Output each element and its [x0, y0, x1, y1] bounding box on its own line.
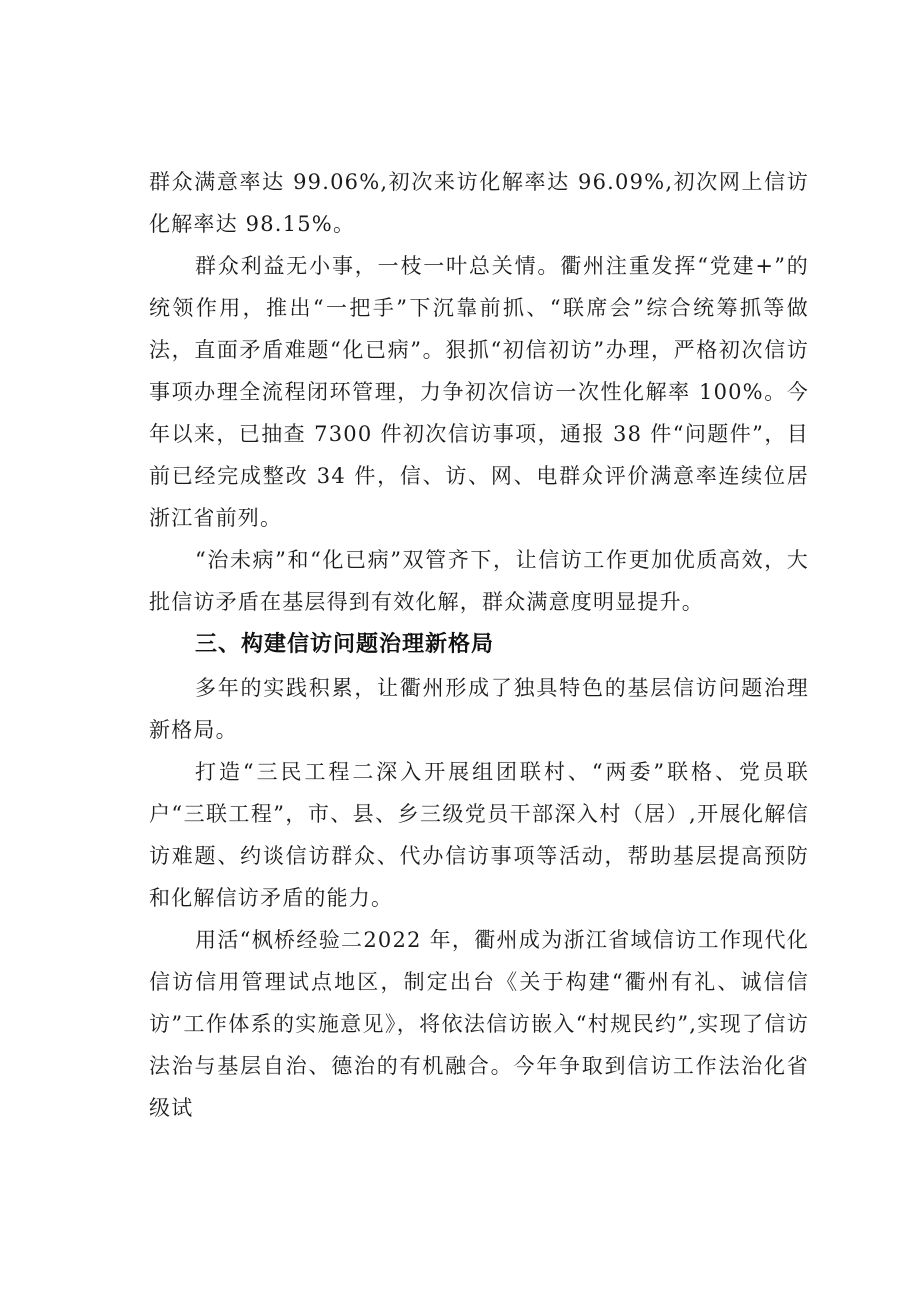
section-heading: 三、构建信访问题治理新格局 [195, 632, 495, 657]
paragraph-fengqiao-experience: 用活“枫桥经验二2022 年，衢州成为浙江省域信访工作现代化信访信用管理试点地区，制定出台《关于构建“衢州有礼、诚信信访”工作体系的实施意见》，将依法信访嵌入“村规民约”,实现了信访法治与基层自治、德治的有机融合。今年争取到信访工作法治化省级试 [149, 928, 809, 1120]
document-body [149, 161, 809, 1129]
paragraph-party-building: 群众利益无小事，一枝一叶总关情。衢州注重发挥“党建+”的统领作用，推出“一把手”下沉靠前抓、“联席会”综合统筹抓等做法，直面矛盾难题“化已病”。狠抓“初信初访”办理，严格初次信访事项办理全流程闭环管理，力争初次信访一次性化解率 100%。今年以来，已抽查 7300 件初次信访事项，通报 38 件“问题件”，目前已经完成整改 34 件，信、访、网、电群众评价满意率连续位居浙江省前列。 [149, 254, 809, 530]
paragraph-dual-approach: “治未病”和“化已病”双管齐下，让信访工作更加优质高效，大批信访矛盾在基层得到有效化解，群众满意度明显提升。 [149, 548, 809, 614]
paragraph-new-pattern: 多年的实践积累，让衢州形成了独具特色的基层信访问题治理新格局。 [149, 676, 809, 742]
paragraph-three-people-project: 打造“三民工程二深入开展组团联村、“两委”联格、党员联户“三联工程”，市、县、乡三级党员干部深入村（居）,开展化解信访难题、约谈信访群众、代办信访事项等活动，帮助基层提高预防和化解信访矛盾的能力。 [149, 760, 809, 910]
paragraph-satisfaction-rates: 群众满意率达 99.06%,初次来访化解率达 96.09%,初次网上信访化解率达 98.15%。 [149, 170, 809, 236]
